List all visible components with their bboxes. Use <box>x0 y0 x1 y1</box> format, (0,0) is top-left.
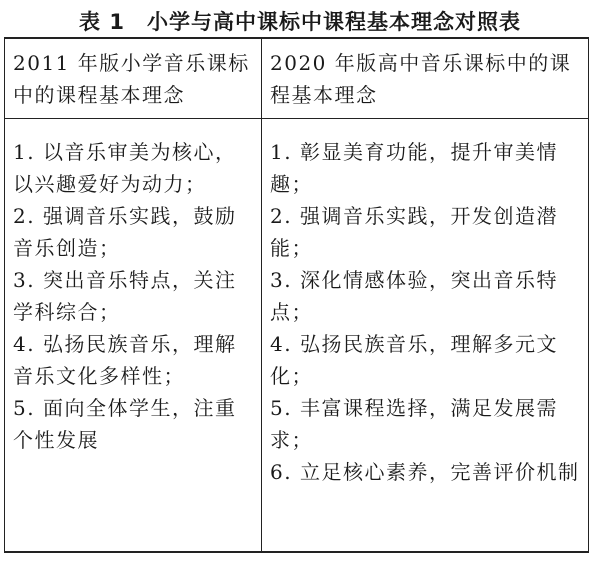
list-item: 1. 以音乐审美为核心，以兴趣爱好为动力； <box>13 139 237 196</box>
list-item: 5. 面向全体学生，注重个性发展 <box>13 395 237 452</box>
comparison-table <box>4 37 589 553</box>
table-caption <box>0 6 600 36</box>
list-item: 3. 深化情感体验，突出音乐特点； <box>270 267 558 324</box>
concept-list-2020 <box>270 136 582 488</box>
table-title: 小学与高中课标中课程基本理念对照表 <box>146 10 521 34</box>
header-cell-2020-high-school: 2020 年版高中音乐课标中的课程基本理念 <box>262 38 589 118</box>
concept-list-2011 <box>13 136 255 456</box>
list-item: 2. 强调音乐实践，开发创造潜能； <box>270 203 558 260</box>
list-item: 4. 弘扬民族音乐，理解多元文化； <box>270 331 558 388</box>
cell-2011-primary-concepts <box>5 118 262 552</box>
body-row <box>5 118 589 552</box>
cell-2020-high-school-concepts <box>262 118 589 552</box>
list-item: 1. 彰显美育功能，提升审美情趣； <box>270 139 558 196</box>
table-number: 表 1 <box>79 10 125 34</box>
list-item: 5. 丰富课程选择，满足发展需求； <box>270 395 558 452</box>
header-cell-2011-primary: 2011 年版小学音乐课标中的课程基本理念 <box>5 38 262 118</box>
list-item: 2. 强调音乐实践，鼓励音乐创造； <box>13 203 237 260</box>
list-item: 4. 弘扬民族音乐，理解音乐文化多样性； <box>13 331 237 388</box>
header-row <box>5 38 589 118</box>
list-item: 3. 突出音乐特点，关注学科综合； <box>13 267 237 324</box>
list-item: 6. 立足核心素养，完善评价机制 <box>270 459 580 484</box>
